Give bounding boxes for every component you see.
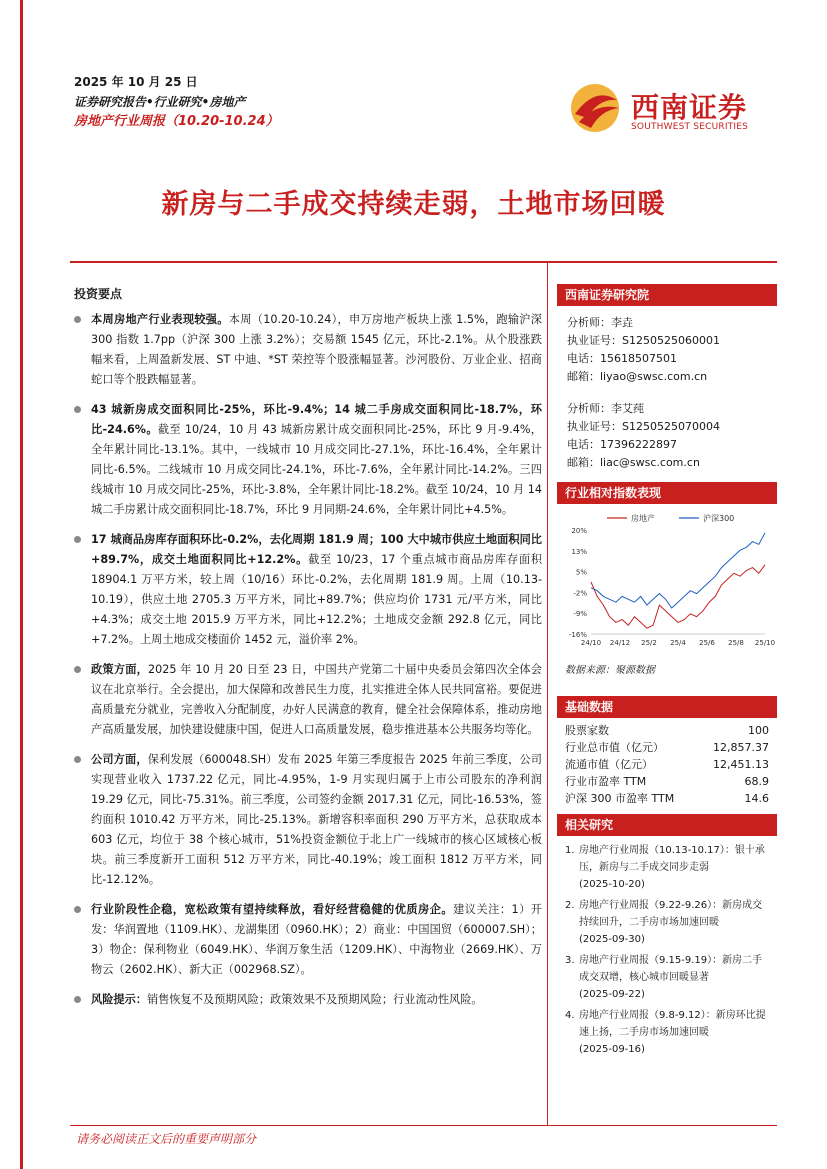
- basic-data-row: 行业总市值（亿元） 12,857.37: [565, 741, 769, 754]
- analyst-phone: 电话：15618507501: [567, 352, 677, 365]
- bullet-item: 本周房地产行业表现较强。本周（10.20-10.24），申万房地产板块上涨 1.5%，跑输沪深 300 指数 1.7pp（沪深 300 上涨 3.2%）；交易额 1545 亿元，环比-2.1%。从个股涨跌幅来看，上周盈新发展、ST 中迪、*ST 荣控等个股涨幅显著。沙河股份、万业企业、招商蛇口等个股跌幅显著。: [74, 310, 542, 390]
- company-logo: [565, 78, 770, 138]
- x-tick-label: 24/10: [580, 639, 602, 647]
- analyst-name: 分析师：李艾莼: [567, 402, 644, 415]
- bullet-icon: [74, 406, 81, 413]
- legend-label: 房地产: [631, 514, 655, 523]
- basic-data-row: 沪深 300 市盈率 TTM 14.6: [565, 792, 769, 805]
- index-section-header: [557, 482, 777, 504]
- left-accent-rule: [20, 0, 23, 1169]
- related-research-panel: [557, 814, 777, 1058]
- logo-brand: 西南证券: [631, 91, 748, 124]
- report-header: [74, 72, 279, 132]
- bullet-icon: [74, 756, 81, 763]
- related-heading: 相关研究: [557, 814, 777, 836]
- series-line: [591, 533, 765, 608]
- bullet-icon: [74, 996, 81, 1003]
- analyst-email[interactable]: 邮箱：liyao@swsc.com.cn: [567, 370, 708, 383]
- basic-data-heading: 基础数据: [557, 696, 777, 718]
- x-tick-label: 25/8: [728, 639, 744, 647]
- analyst-panel: [557, 284, 777, 472]
- x-tick-label: 25/2: [641, 639, 657, 647]
- x-tick-label: 25/6: [699, 639, 715, 647]
- y-tick-label: 13%: [571, 547, 587, 556]
- x-tick-label: 25/10: [754, 639, 776, 647]
- bullet-item: 公司方面，保利发展（600048.SH）发布 2025 年第三季度报告 2025 年前三季度，公司实现营业收入 1737.22 亿元，同比-4.95%，1-9 月实现归属于上市公司股东的净利润 19.29 亿元，同比-75.31%。前三季度，公司签约金额 2017.31 亿元，同比-16.53%，签约面积 1010.42 万平方米，同比-25.13%。新增容积率面积 290 万平方米，总获取成本 603 亿元，均位于 38 个核心城市，51%投资金额位于北上广一线城市的核心区域核心板块。前三季度新开工面积 512 万平方米，同比-40.19%；竣工面积 1812 万平方米，同比-12.12%。: [74, 750, 542, 890]
- bullet-icon: [74, 906, 81, 913]
- related-item[interactable]: 4. 房地产行业周报（9.8-9.12）：新房环比提速上扬，二手房市场加速回暖 (2025-09-16): [565, 1010, 766, 1055]
- investment-highlights: [74, 284, 542, 1020]
- y-tick-label: 20%: [571, 527, 587, 535]
- disclaimer-footer: 请务必阅读正文后的重要声明部分: [76, 1132, 257, 1146]
- analyst-phone: 电话：17396222897: [567, 438, 677, 451]
- x-tick-label: 25/4: [670, 639, 686, 647]
- y-tick-label: -2%: [573, 589, 587, 598]
- bullet-item: 行业阶段性企稳，宽松政策有望持续释放，看好经营稳健的优质房企。建议关注：1）开发：华润置地（1109.HK）、龙湖集团（0960.HK）；2）商业：中国国贸（600007.SH）；3）物企：保利物业（6049.HK）、华润万象生活（1209.HK）、中海物业（2669.HK）、万物云（2602.HK）、新大正（002968.SZ）。: [74, 900, 542, 980]
- title-divider: [70, 261, 777, 263]
- related-item[interactable]: 2. 房地产行业周报（9.22-9.26）：新房成交持续回升，二手房市场加速回暖 (2025-09-30): [565, 900, 763, 945]
- bullet-icon: [74, 666, 81, 673]
- x-tick-label: 24/12: [609, 639, 631, 647]
- report-date: 2025 年 10 月 25 日: [74, 75, 198, 89]
- y-tick-label: 5%: [575, 568, 587, 577]
- report-type: 证券研究报告•行业研究•房地产: [74, 95, 246, 109]
- analyst-name: 分析师：李垚: [567, 316, 633, 329]
- basic-data-row: 股票家数 100: [565, 724, 769, 737]
- column-divider: [547, 262, 548, 1125]
- analyst-email[interactable]: 邮箱：liac@swsc.com.cn: [567, 456, 700, 469]
- y-tick-label: -9%: [573, 610, 587, 619]
- bullet-item: 17 城商品房库存面积环比-0.2%，去化周期 181.9 周；100 大中城市供应土地面积同比+89.7%，成交土地面积同比+12.2%。截至 10/23，17 个重点城市商品房库存面积 18904.1 万平方米，较上周（10/16）环比-0.2%，去化周期 181.9 周。上周（10.13-10.19），供应土地 2705.3 万平方米，同比+89.7%；供应均价 1731 元/平方米，同比+4.3%；成交土地 2015.9 万平方米，同比+12.2%；土地成交金额 292.8 亿元，同比+7.2%。上周土地成交楼面价 1452 元，溢价率 2%。: [74, 530, 542, 650]
- related-item[interactable]: 1. 房地产行业周报（10.13-10.17）：银十承压，新房与二手成交同步走弱 (2025-10-20): [565, 845, 765, 890]
- bullet-icon: [74, 536, 81, 543]
- legend-label: 沪深300: [703, 514, 735, 523]
- logo-english: SOUTHWEST SECURITIES: [631, 122, 749, 132]
- y-tick-label: -16%: [568, 631, 587, 639]
- bullet-item: 风险提示：销售恢复不及预期风险；政策效果不及预期风险；行业流动性风险。: [74, 990, 542, 1010]
- report-title: 新房与二手成交持续走弱，土地市场回暖: [161, 189, 666, 220]
- logo-emblem-icon: [565, 78, 625, 138]
- analyst-cert: 执业证号：S1250525070004: [567, 420, 720, 433]
- basic-data-row: 流通市值（亿元） 12,451.13: [565, 758, 769, 771]
- chart-source: 数据来源：聚源数据: [565, 665, 655, 676]
- series-line: [591, 565, 765, 629]
- index-heading: 行业相对指数表现: [557, 482, 777, 504]
- bullet-item: 43 城新房成交面积同比-25%，环比-9.4%；14 城二手房成交面积同比-18.7%，环比-24.6%。截至 10/24，10 月 43 城新房累计成交面积同比-25%，环比 9 月-9.4%，全年累计同比-13.1%。其中，一线城市 10 月成交同比-27.1%，环比-16.4%，全年累计同比-6.5%。二线城市 10 月成交同比-24.1%，环比-7.6%，全年累计同比-14.2%。三四线城市 10 月成交同比-25%，环比-3.8%，全年累计同比-18.2%。截至 10/24，10 月 14 城二手房累计成交面积同比-18.7%，环比 9 月同期-24.6%，全年累计同比+4.5%。: [74, 400, 542, 520]
- institute-header: 西南证券研究院: [557, 284, 777, 306]
- analyst-cert: 执业证号：S1250525060001: [567, 334, 720, 347]
- related-item[interactable]: 3. 房地产行业周报（9.15-9.19）：新房二手成交双增，核心城市回暖显著 (2025-09-22): [565, 955, 763, 1000]
- highlights-heading: 投资要点: [74, 287, 123, 301]
- basic-data-row: 行业市盈率 TTM 68.9: [565, 775, 769, 788]
- bullet-icon: [74, 316, 81, 323]
- report-subtitle: 房地产行业周报（10.20-10.24）: [74, 114, 279, 129]
- relative-index-chart: [557, 508, 777, 660]
- basic-data-panel: [557, 696, 777, 807]
- bullet-item: 政策方面，2025 年 10 月 20 日至 23 日，中国共产党第二十届中央委员会第四次全体会议在北京举行。全会提出，加大保障和改善民生力度，扎实推进全体人民共同富裕。要促进高质量充分就业，完善收入分配制度，办好人民满意的教育，健全社会保障体系，推动房地产高质量发展，加快建设健康中国，促进人口高质量发展，稳步推进基本公共服务均等化。: [74, 660, 542, 740]
- footer-divider: [70, 1125, 777, 1126]
